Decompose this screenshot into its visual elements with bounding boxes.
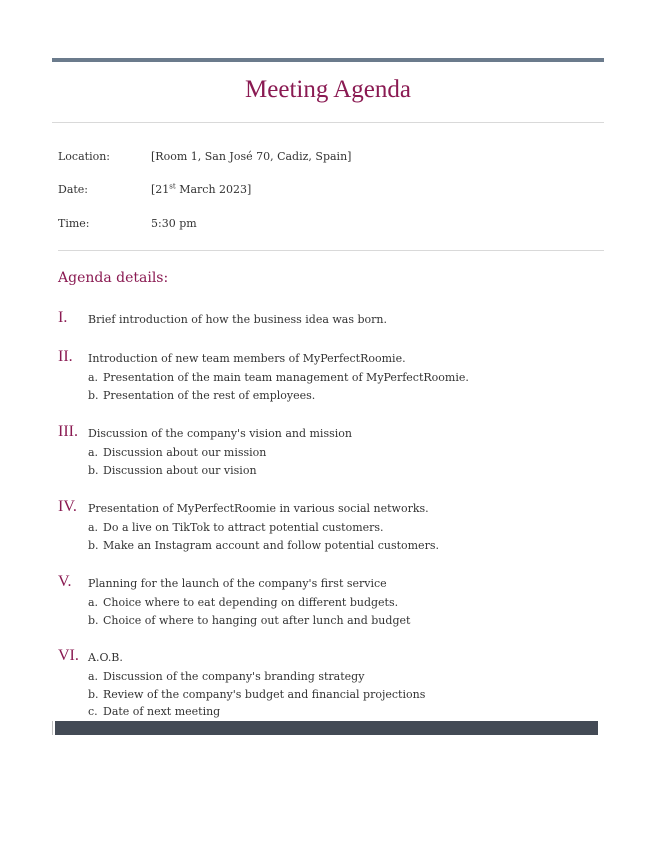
agenda-subitem-text: Discussion of the company's branding strategy — [103, 670, 365, 683]
agenda-subitem-marker: b. — [88, 388, 99, 402]
location-value: [Room 1, San José 70, Cadiz, Spain] — [151, 150, 352, 163]
agenda-item-numeral: I. — [58, 309, 68, 326]
agenda-subitem-marker: a. — [88, 670, 99, 683]
agenda-item-numeral: V. — [58, 573, 72, 590]
agenda-subitem-marker: a. — [88, 596, 99, 609]
agenda-subitem-marker: b. — [88, 463, 99, 477]
agenda-subitem-marker: a. — [88, 371, 99, 384]
agenda-item-text: Planning for the launch of the company's first service — [88, 577, 387, 590]
agenda-subitem — [88, 539, 439, 552]
agenda-item-numeral: III. — [58, 423, 78, 440]
agenda-subitem-text: Review of the company's budget and financial projections — [103, 687, 426, 701]
footer-bar — [55, 721, 598, 735]
meta-divider — [58, 250, 604, 251]
agenda-item-numeral: IV. — [58, 498, 77, 515]
agenda-item-text: Introduction of new team members of MyPerfectRoomie. — [88, 352, 406, 365]
date-label: Date: — [58, 183, 89, 196]
agenda-subitem — [88, 464, 257, 477]
date-ordinal: st — [169, 182, 176, 191]
agenda-item-text: Discussion of the company's vision and mission — [88, 427, 352, 440]
agenda-item-numeral: II. — [58, 348, 73, 365]
date-suffix: March 2023] — [175, 183, 252, 196]
agenda-subitem-text: Choice where to eat depending on different budgets. — [103, 596, 399, 609]
agenda-subitem — [88, 521, 384, 534]
agenda-subitem-text: Presentation of the main team management of MyPerfectRoomie. — [103, 371, 469, 384]
agenda-item-numeral: VI. — [58, 647, 79, 664]
agenda-item-text: Presentation of MyPerfectRoomie in various social networks. — [88, 502, 429, 515]
agenda-item-text: Brief introduction of how the business idea was born. — [88, 313, 388, 326]
agenda-subitem-marker: a. — [88, 521, 99, 534]
agenda-subitem-marker: c. — [88, 705, 98, 718]
date-value — [151, 183, 251, 196]
footer-tick — [52, 721, 53, 735]
agenda-subitem-text: Make an Instagram account and follow potential customers. — [103, 538, 439, 552]
agenda-subitem-text: Presentation of the rest of employees. — [103, 388, 316, 402]
agenda-subitem — [88, 670, 364, 683]
agenda-subitem-text: Discussion about our mission — [103, 446, 267, 459]
agenda-subitem — [88, 389, 315, 402]
agenda-item-text: A.O.B. — [88, 651, 123, 664]
agenda-subitem — [88, 688, 425, 701]
agenda-subitem — [88, 614, 410, 627]
agenda-subitem — [88, 705, 220, 718]
agenda-subitem — [88, 596, 398, 609]
agenda-subitem-marker: b. — [88, 613, 99, 627]
time-value: 5:30 pm — [151, 217, 197, 230]
agenda-subitem-text: Date of next meeting — [103, 705, 221, 718]
location-label: Location: — [58, 150, 110, 163]
date-prefix: [21 — [151, 183, 170, 196]
agenda-heading: Agenda details: — [58, 270, 169, 286]
agenda-subitem-marker: b. — [88, 538, 99, 552]
time-label: Time: — [58, 217, 90, 230]
top-rule — [52, 58, 604, 62]
agenda-subitem-text: Choice of where to hanging out after lunch and budget — [103, 613, 411, 627]
agenda-subitem-marker: a. — [88, 446, 99, 459]
agenda-subitem — [88, 446, 266, 459]
agenda-subitem-text: Do a live on TikTok to attract potential customers. — [103, 521, 384, 534]
page-title: Meeting Agenda — [245, 76, 411, 103]
agenda-subitem-marker: b. — [88, 687, 99, 701]
agenda-subitem — [88, 371, 469, 384]
agenda-subitem-text: Discussion about our vision — [103, 463, 257, 477]
title-divider — [52, 122, 604, 123]
